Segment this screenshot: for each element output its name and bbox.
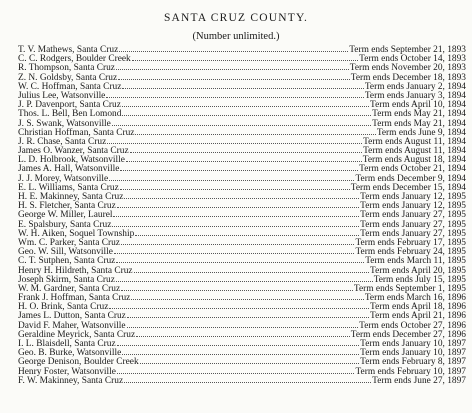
entry-term: Term ends August 18, 1894 bbox=[362, 155, 466, 166]
entry-name: Henry H. Hildreth, Santa Cruz bbox=[18, 265, 133, 276]
entry-name: George W. Miller, Laurel bbox=[18, 210, 113, 221]
dot-leader bbox=[109, 180, 354, 181]
entry-term: Term ends January 10, 1897 bbox=[360, 339, 466, 349]
dot-leader bbox=[132, 60, 358, 61]
entry-name: W. M. Gardner, Santa Cruz bbox=[18, 283, 121, 294]
entry-name: C. C. Rodgers, Boulder Creek bbox=[18, 54, 131, 65]
dot-leader bbox=[116, 69, 349, 70]
entry-term: Term ends February 10, 1897 bbox=[355, 366, 466, 377]
dot-leader bbox=[134, 272, 369, 273]
entry-term: Term ends February 8, 1897 bbox=[360, 357, 466, 368]
dot-leader bbox=[107, 143, 362, 144]
entry-term: Term ends August 11, 1894 bbox=[363, 146, 466, 157]
entry-name: J. S. Swank, Watsonville bbox=[18, 118, 111, 129]
notary-list bbox=[18, 46, 466, 386]
entry-name: W. H. Aiken, Soquel Township bbox=[18, 228, 135, 239]
entry-name: Joseph Skirm, Santa Cruz bbox=[18, 274, 115, 285]
dot-leader bbox=[127, 327, 359, 328]
dot-leader bbox=[112, 226, 359, 227]
entry-term: Term ends December 18, 1893 bbox=[350, 72, 466, 83]
entry-name: Henry Foster, Watsonville bbox=[18, 366, 116, 377]
dot-leader bbox=[135, 235, 359, 236]
entry-term: Term ends September 21, 1893 bbox=[349, 45, 466, 55]
dot-leader bbox=[127, 317, 369, 318]
entry-term: Term ends March 11, 1895 bbox=[365, 256, 466, 267]
dot-leader bbox=[136, 336, 350, 337]
entry-name: C. T. Sutphen, Santa Cruz bbox=[18, 256, 116, 267]
entry-name: Geraldine Meyrick, Santa Cruz bbox=[18, 329, 136, 340]
entry-term: Term ends January 12, 1895 bbox=[360, 192, 466, 202]
entry-name: I. L. Blaisdell, Santa Cruz bbox=[18, 339, 116, 349]
entry-term: Term ends June 9, 1894 bbox=[376, 127, 466, 138]
entry-term: Term ends October 27, 1896 bbox=[359, 320, 466, 331]
entry-name: R. Thompson, Santa Cruz bbox=[18, 63, 115, 74]
entry-term: Term ends August 11, 1894 bbox=[363, 136, 466, 147]
dot-leader bbox=[117, 345, 360, 346]
dot-leader bbox=[116, 262, 364, 263]
entry-name: W. C. Hoffman, Santa Cruz bbox=[18, 81, 122, 92]
entry-term: Term ends April 18, 1896 bbox=[370, 302, 466, 313]
entry-term: Term ends January 3, 1894 bbox=[364, 90, 466, 101]
entry-name: J. P. Davenport, Santa Cruz bbox=[18, 100, 121, 111]
entry-term: Term ends April 20, 1895 bbox=[370, 265, 466, 276]
entry-term: Term ends January 27, 1895 bbox=[360, 228, 466, 239]
dot-leader bbox=[131, 299, 364, 300]
entry-name: Z. N. Goldsby, Santa Cruz bbox=[18, 72, 118, 83]
dot-leader bbox=[121, 244, 355, 245]
entry-name: H. O. Brink, Santa Cruz bbox=[18, 302, 109, 313]
entry-term: Term ends April 21, 1896 bbox=[370, 311, 466, 322]
entry-name: James L. Dutton, Santa Cruz bbox=[18, 311, 126, 322]
entry-term: Term ends July 15, 1895 bbox=[373, 274, 466, 285]
entry-term: Term ends October 14, 1893 bbox=[359, 54, 466, 65]
entry-term: Term ends December 27, 1896 bbox=[350, 329, 466, 340]
entry-name: Thos. L. Bell, Ben Lomond bbox=[18, 109, 122, 120]
entry-name: J. R. Chase, Santa Cruz bbox=[18, 136, 107, 147]
entry-term: Term ends October 21, 1894 bbox=[359, 164, 466, 175]
entry-name: L. D. Holbrook, Watsonville bbox=[18, 155, 125, 166]
dot-leader bbox=[122, 88, 363, 89]
entry-name: Geo. W. Sill, Watsonville bbox=[18, 247, 113, 258]
dot-leader bbox=[106, 97, 364, 98]
entry-name: Frank J. Hoffman, Santa Cruz bbox=[18, 293, 131, 304]
dot-leader bbox=[122, 106, 369, 107]
entry-term: Term ends December 9, 1894 bbox=[355, 173, 466, 184]
dot-leader bbox=[114, 253, 355, 254]
entry-term: Term ends January 27, 1895 bbox=[360, 219, 466, 230]
entry-term: Term ends January 27, 1895 bbox=[360, 210, 466, 221]
entry-name: Christian Hoffman, Santa Cruz bbox=[18, 127, 135, 138]
entry-term: Term ends September 1, 1895 bbox=[353, 283, 466, 294]
entry-name: H. E. Makinney, Santa Cruz bbox=[18, 192, 124, 202]
entry-name: Wm. C. Parker, Santa Cruz bbox=[18, 237, 120, 248]
dot-leader bbox=[112, 125, 371, 126]
dot-leader bbox=[118, 79, 350, 80]
entry-term: Term ends November 20, 1893 bbox=[349, 63, 466, 74]
entry-term: Term ends May 21, 1894 bbox=[372, 118, 466, 129]
dot-leader bbox=[130, 152, 362, 153]
dot-leader bbox=[117, 373, 355, 374]
entry-name: J. J. Morey, Watsonville bbox=[18, 173, 109, 184]
entry-term: Term ends May 21, 1894 bbox=[372, 109, 466, 120]
entry-term: Term ends February 17, 1895 bbox=[355, 237, 466, 248]
list-item bbox=[18, 377, 466, 386]
entry-term: Term ends June 27, 1897 bbox=[372, 375, 466, 386]
entry-name: David F. Maher, Watsonville bbox=[18, 320, 126, 331]
dot-leader bbox=[120, 189, 350, 190]
dot-leader bbox=[124, 198, 359, 199]
entry-name: E. Spalsbury, Santa Cruz bbox=[18, 219, 112, 230]
entry-name: H. S. Fletcher, Santa Cruz bbox=[18, 201, 116, 212]
dot-leader bbox=[140, 363, 360, 364]
entry-name: Julius Lee, Watsonville bbox=[18, 90, 106, 101]
entry-name: E. L. Williams, Santa Cruz bbox=[18, 182, 119, 193]
entry-name: George Denison, Boulder Creek bbox=[18, 357, 139, 368]
dot-leader bbox=[116, 281, 373, 282]
entry-name: James O. Wanzer, Santa Cruz bbox=[18, 146, 129, 157]
entry-term: Term ends April 10, 1894 bbox=[370, 100, 466, 111]
entry-name: Geo. B. Burke, Watsonville bbox=[18, 348, 122, 359]
dot-leader bbox=[122, 354, 359, 355]
entry-term: Term ends January 10, 1897 bbox=[360, 348, 466, 359]
dot-leader bbox=[122, 115, 371, 116]
entry-term: Term ends December 15, 1894 bbox=[350, 182, 466, 193]
entry-name: T. V. Mathews, Santa Cruz bbox=[18, 45, 119, 55]
dot-leader bbox=[121, 290, 353, 291]
page-title: SANTA CRUZ COUNTY. bbox=[163, 12, 309, 24]
dot-leader bbox=[124, 382, 371, 383]
entry-term: Term ends March 16, 1896 bbox=[364, 293, 466, 304]
entry-name: James A. Hall, Watsonville bbox=[18, 164, 120, 175]
dot-leader bbox=[119, 51, 348, 52]
dot-leader bbox=[109, 308, 369, 309]
entry-term: Term ends February 24, 1895 bbox=[355, 247, 466, 258]
dot-leader bbox=[113, 216, 359, 217]
entry-name: F. W. Makinney, Santa Cruz bbox=[18, 375, 124, 386]
dot-leader bbox=[120, 170, 358, 171]
page-subtitle: (Number unlimited.) bbox=[192, 31, 280, 42]
dot-leader bbox=[135, 134, 375, 135]
dot-leader bbox=[117, 207, 359, 208]
dot-leader bbox=[126, 161, 362, 162]
entry-term: Term ends January 2, 1894 bbox=[364, 81, 466, 92]
entry-term: Term ends January 12, 1895 bbox=[360, 201, 466, 212]
